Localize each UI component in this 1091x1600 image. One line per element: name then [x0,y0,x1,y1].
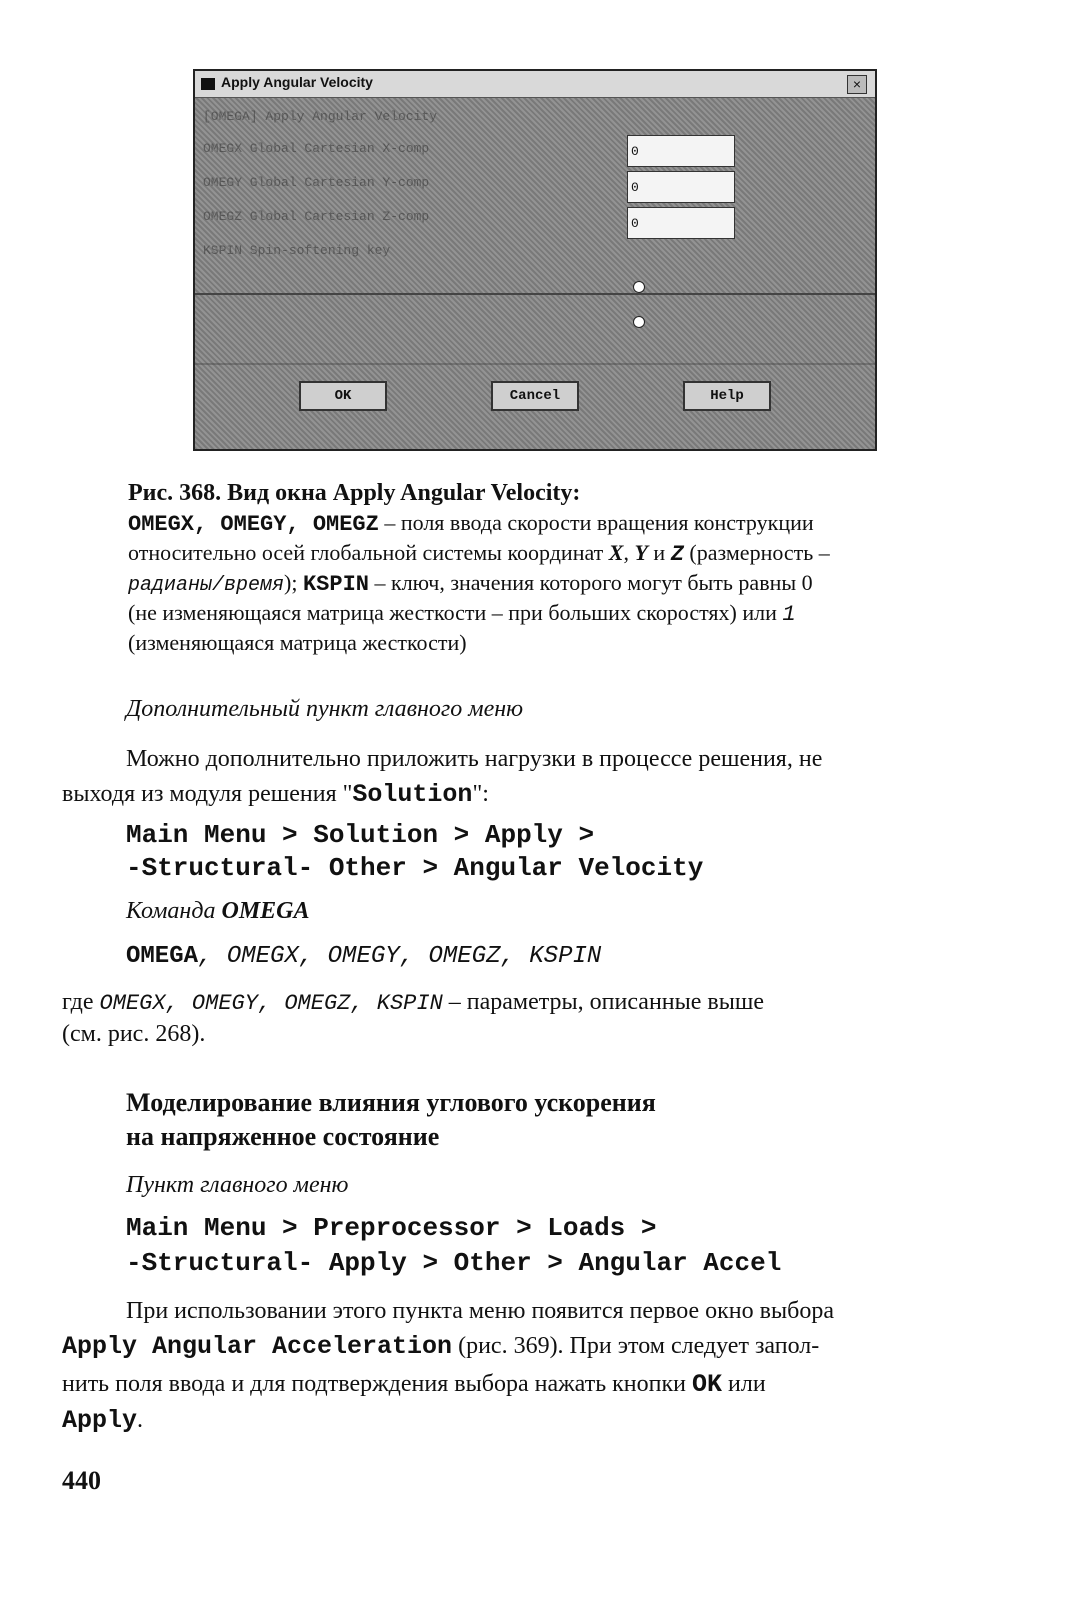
omegy-input[interactable]: 0 [627,171,735,203]
dialog-row-header: [OMEGA] Apply Angular Velocity [203,109,438,124]
menu-path2-line-2: -Structural- Apply > Other > Angular Accel [126,1248,782,1278]
caption-text: , [623,540,635,565]
command-name: OMEGA [221,898,310,924]
caption-line-2 [128,538,830,570]
command-label-text: Команда [126,898,222,924]
paragraph-text: ": [472,781,489,807]
paragraph-text: нить поля ввода и для подтверждения выбора нажать кнопки [62,1371,692,1397]
menu-path-line-1: Main Menu > Solution > Apply > [126,820,595,850]
dialog-row-kspin: KSPIN Spin-softening key [203,243,391,258]
caption-params: OMEGX, OMEGY, OMEGZ [128,512,379,537]
section2-para-line-3 [62,1369,766,1400]
cancel-button[interactable]: Cancel [491,381,579,411]
menu-label: Дополнительный пункт главного меню [126,696,524,722]
caption-line-4 [128,598,796,630]
dialog-title: Apply Angular Velocity [221,74,373,90]
section2-para-line-2 [62,1331,819,1362]
kspin-radio-0[interactable] [633,281,645,293]
figure-caption-title: Рис. 368. Вид окна Apply Angular Velocity: [128,480,581,506]
omegz-input[interactable]: 0 [627,207,735,239]
dialog-separator-bottom [195,363,875,365]
caption-kspin: KSPIN [302,572,369,597]
apply-keyword: Apply [62,1406,138,1435]
command-args: , OMEGX, OMEGY, OMEGZ, KSPIN [198,943,602,970]
dialog-separator [195,293,875,295]
page-number: 440 [62,1466,101,1495]
caption-text: относительно осей глобальной системы координат [128,540,609,565]
where-text: – параметры, описанные выше [442,989,765,1015]
command-syntax [126,942,601,972]
axis-z: Z [670,542,684,567]
menu-path2-line-1: Main Menu > Preprocessor > Loads > [126,1213,657,1243]
where-line-2: (см. рис. 268). [62,1021,206,1047]
ok-keyword: OK [692,1370,723,1399]
axis-y: Y [634,540,648,565]
omegx-input[interactable]: 0 [627,135,735,167]
caption-line-3 [128,568,813,601]
axis-x: X [608,540,624,565]
paragraph-text: (рис. 369). При этом следует запол- [452,1333,820,1359]
dialog-row-omegz: OMEGZ Global Cartesian Z-comp [203,209,430,224]
window-icon [201,78,215,90]
caption-text: ); [284,570,303,595]
caption-text: и [647,540,671,565]
solution-keyword: Solution [352,780,473,809]
paragraph-text: или [722,1371,766,1397]
kspin-radio-1[interactable] [633,316,645,328]
section-heading-line-1: Моделирование влияния углового ускорения [126,1088,656,1117]
dialog-titlebar [195,71,875,98]
close-icon[interactable]: × [847,75,867,94]
where-text: где [62,989,100,1015]
where-params: OMEGX, OMEGY, OMEGZ, KSPIN [99,991,443,1016]
caption-text: (размерность – [683,540,830,565]
paragraph-text: . [137,1407,144,1433]
where-line-1 [62,987,764,1019]
dialog-name-keyword: Apply Angular Acceleration [62,1332,453,1361]
ok-button[interactable]: OK [299,381,387,411]
paragraph-line-1: Можно дополнительно приложить нагрузки в процессе решения, не [126,746,823,772]
dialog-screenshot [193,69,877,451]
command-label [126,896,310,926]
caption-line-5: (изменяющаяся матрица жесткости) [128,630,467,655]
section2-para-line-1: При использовании этого пункта меню появится первое окно выбора [126,1298,834,1324]
section-heading-line-2: на напряженное состояние [126,1122,440,1151]
menu-path-line-2: -Structural- Other > Angular Velocity [126,853,704,883]
caption-text: (не изменяющаяся матрица жесткости – при больших скоростях) или [128,600,783,625]
command-keyword: OMEGA [126,943,199,970]
caption-desc1: – поля ввода скорости вращения конструкции [378,510,814,535]
menu-label-2: Пункт главного меню [126,1172,349,1198]
help-button[interactable]: Help [683,381,771,411]
caption-line-1 [128,508,814,540]
caption-units: радианы/время [128,574,285,597]
caption-text: – ключ, значения которого могут быть равны 0 [369,570,813,595]
paragraph-text: выходя из модуля решения " [62,781,353,807]
caption-one: 1 [782,602,796,627]
dialog-row-omegx: OMEGX Global Cartesian X-comp [203,141,430,156]
section2-para-line-4 [62,1405,143,1436]
dialog-row-omegy: OMEGY Global Cartesian Y-comp [203,175,430,190]
paragraph-line-2 [62,779,489,810]
